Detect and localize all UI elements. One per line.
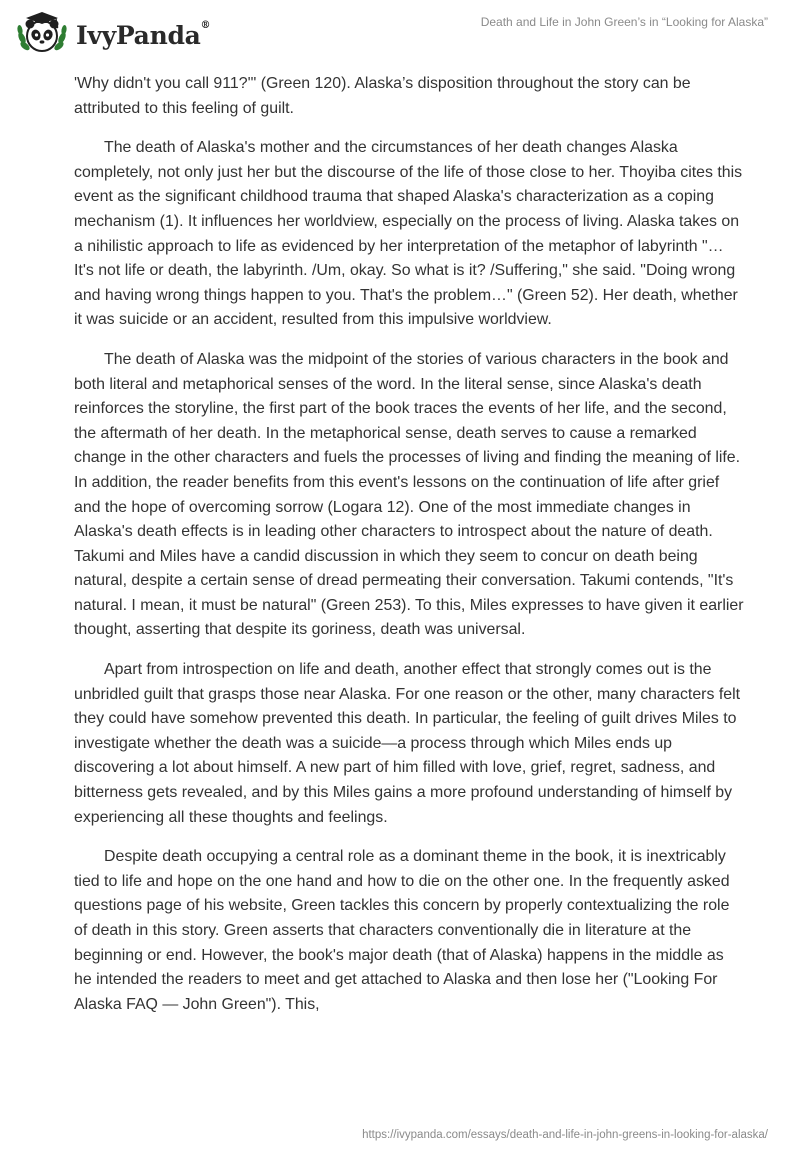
essay-body (74, 72, 744, 1032)
brand-name: IvyPanda® (76, 19, 211, 50)
page-header (0, 0, 800, 62)
registered-mark: ® (200, 19, 211, 31)
document-title: Death and Life in John Green’s in “Looking for Alaska” (480, 15, 768, 29)
paragraph: The death of Alaska was the midpoint of the stories of various characters in the book and both literal and metaphorical senses of the word. In the literal sense, since Alaska's death reinforces the storyline, the first part of the book traces the events of her life, and the second, the aftermath of her death. In the metaphorical sense, death serves to cause a remarked change in the other characters and fuels the processes of living and finding the meaning of life. In addition, the reader benefits from this event's lessons on the continuation of life after grief and the hope of overcoming sorrow (Logara 12). One of the most immediate changes in Alaska's death effects is in leading other characters to introspect about the nature of death. Takumi and Miles have a candid discussion in which they seem to concur on death being natural, despite a certain sense of dread permeating their conversation. Takumi contends, "It's natural. I mean, it must be natural" (Green 253). To this, Miles expresses to have given it earlier thought, asserting that despite its goriness, death was universal. (74, 350, 744, 639)
paragraph: Despite death occupying a central role as a dominant theme in the book, it is inextricably tied to life and hope on the one hand and how to die on the other one. In the frequently asked questions page of his website, Green tackles this concern by properly contextualizing the role of death in this story. Green asserts that characters conventionally die in literature at the beginning or end. However, the book's major death (that of Alaska) happens in the middle as he intended the readers to meet and get attached to Alaska and then lose her ("Looking For Alaska FAQ — John Green"). This, (74, 848, 730, 1013)
paragraph: 'Why didn't you call 911?'" (Green 120). Alaska’s disposition throughout the story can be attributed to this feeling of guilt. (74, 75, 691, 117)
paragraph: The death of Alaska's mother and the circumstances of her death changes Alaska completely, not only just her but the discourse of the life of those close to her. Thoyiba cites this event as the significant childhood trauma that shaped Alaska's characterization as a coping mechanism (1). It influences her worldview, especially on the process of living. Alaska takes on a nihilistic approach to life as evidenced by her interpretation of the metaphor of labyrinth "… It's not life or death, the labyrinth. /Um, okay. So what is it? /Suffering," she said. "Doing wrong and having wrong things happen to you. That's the problem…" (Green 52). Her death, whether it was suicide or an accident, resulted from this impulsive worldview. (74, 139, 743, 329)
source-url[interactable]: https://ivypanda.com/essays/death-and-life-in-john-greens-in-looking-for-alaska/ (362, 1129, 768, 1141)
paragraph: Apart from introspection on life and death, another effect that strongly comes out is the unbridled guilt that grasps those near Alaska. For one reason or the other, many characters felt they could have somehow prevented this death. In particular, the feeling of guilt drives Miles to investigate whether the death was a suicide—a process through which Miles ends up discovering a lot about himself. A new part of him filled with love, grief, regret, sadness, and bitterness gets revealed, and by this Miles gains a more profound understanding of himself by experiencing all these thoughts and feelings. (74, 661, 741, 826)
ivypanda-logo[interactable] (14, 8, 210, 58)
panda-graduate-icon (14, 8, 70, 58)
